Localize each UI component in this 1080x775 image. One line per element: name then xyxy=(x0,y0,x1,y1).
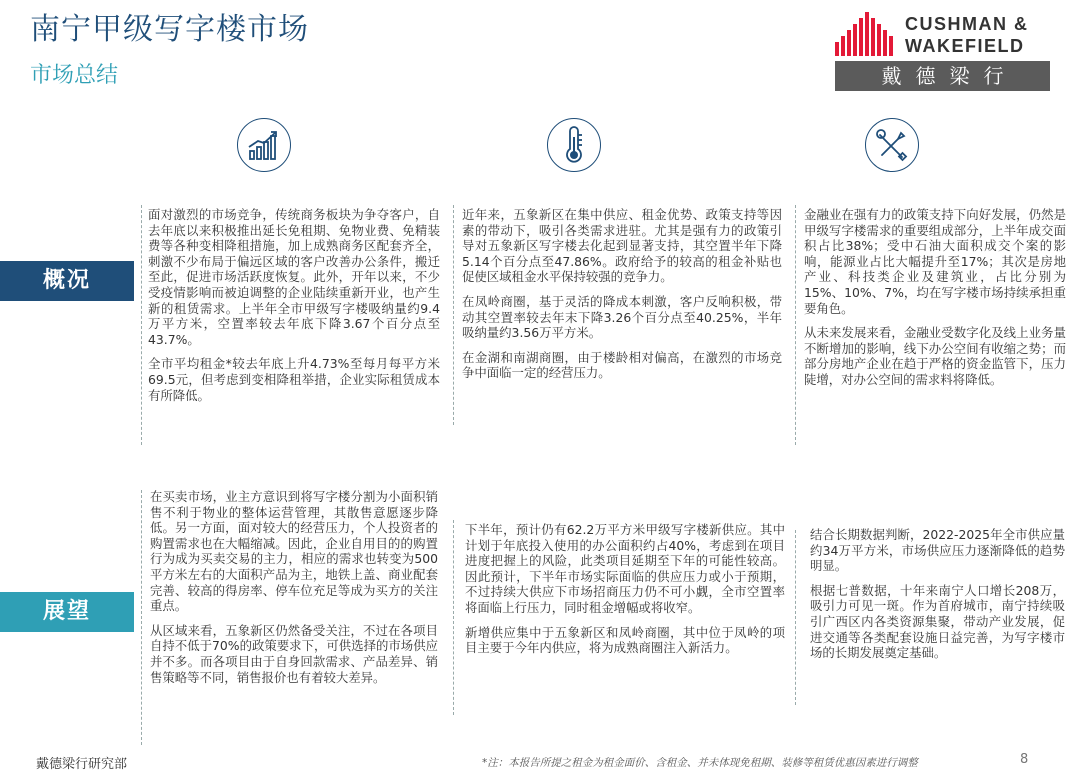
paragraph: 在凤岭商圈，基于灵活的降成本刺激，客户反响积极，带动其空置率较去年末下降3.26个百分点至40.25%，半年吸纳量约3.56万平方米。 xyxy=(462,293,782,341)
logo-cn-text: 戴德梁行 xyxy=(835,61,1050,91)
paragraph: 从未来发展来看，金融业受数字化及线上业务量不断增加的影响，线下办公空间有收缩之势；而部分房地产企业在趋于严格的资金监管下，压力陡增，对办公空间的需求料将降低。 xyxy=(804,325,1066,387)
footer-source: 戴德梁行研究部 xyxy=(36,757,128,772)
outlook-column-2 xyxy=(465,522,785,665)
outlook-column-1 xyxy=(150,489,438,694)
paragraph: 全市平均租金*较去年底上升4.73%至每月每平方米69.5元，但考虑到变相降租举措，企业实际租赁成本有所降低。 xyxy=(148,356,440,403)
page-subtitle: 市场总结 xyxy=(30,63,119,88)
logo-text-line1: CUSHMAN & xyxy=(905,14,1029,34)
footer-note: *注：本报告所提之租金为租金面价、含租金、并未体现免租期、装修等租赁优惠因素进行调整 xyxy=(482,757,918,769)
paragraph: 下半年，预计仍有62.2万平方米甲级写字楼新供应。其中计划于年底投入使用的办公面积约占40%，考虑到在项目进度把握上的风险，此类项目延期至下年的可能性较高。因此预计，下半年市场实际面临的供应压力或小于预期，不过持续大供应下市场招商压力仍不可小觑，全市空置率将面临上行压力，同时租金增幅或将收窄。 xyxy=(465,522,785,615)
paragraph: 结合长期数据判断，2022-2025年全市供应量约34万平方米，市场供应压力逐渐降低的趋势明显。 xyxy=(810,527,1065,574)
paragraph: 新增供应集中于五象新区和凤岭商圈，其中位于凤岭的项目主要于今年内供应，将为成熟商圈注入新活力。 xyxy=(465,624,785,656)
overview-column-2 xyxy=(462,207,782,390)
overview-column-1 xyxy=(148,207,440,412)
divider-line xyxy=(453,205,454,425)
logo-text-line2: WAKEFIELD xyxy=(905,36,1025,56)
company-logo xyxy=(835,8,1050,88)
section-label-overview: 概况 xyxy=(0,261,134,301)
divider-line xyxy=(141,205,142,445)
divider-line xyxy=(795,530,796,705)
paragraph: 从区域来看，五象新区仍然备受关注，不过在各项目自持不低于70%的政策要求下，可供选择的市场供应并不多。而各项目由于自身回款需求、产品差异、销售策略等不同，销售报价也有着较大差异。 xyxy=(150,622,438,685)
paragraph: 金融业在强有力的政策支持下向好发展，仍然是甲级写字楼需求的重要组成部分，上半年成交面积占比38%；受中石油大面积成交个案的影响，能源业占比大幅提升至17%；其次是房地产业、科技类企业及建筑业，占比分别为15%、10%、7%，均在写字楼市场持续承担重要角色。 xyxy=(804,207,1066,316)
paragraph: 近年来，五象新区在集中供应、租金优势、政策支持等因素的带动下，吸引各类需求进驻。尤其是强有力的政策引导对五象新区写字楼去化起到显著支持，其空置半年下降5.14个百分点至47.86%。政府给予的较高的租金补贴也促使区域租金水平保持较强的竞争力。 xyxy=(462,207,782,285)
paragraph: 在金湖和南湖商圈，由于楼龄相对偏高，在激烈的市场竞争中面临一定的经营压力。 xyxy=(462,349,782,381)
logo-bars-icon xyxy=(835,12,897,56)
divider-line xyxy=(453,520,454,715)
page-title: 南宁甲级写字楼市场 xyxy=(30,12,309,47)
outlook-column-3 xyxy=(810,527,1065,670)
section-label-outlook: 展望 xyxy=(0,592,134,632)
page-number: 8 xyxy=(1020,752,1029,767)
overview-column-3 xyxy=(804,207,1066,397)
paragraph: 根据七普数据，十年来南宁人口增长208万，吸引力可见一斑。作为首府城市，南宁持续吸引广西区内各类资源集聚，带动产业发展，促进交通等各类配套设施日益完善，为写字楼市场的长期发展奠定基础。 xyxy=(810,582,1065,661)
growth-chart-icon xyxy=(237,118,291,172)
paragraph: 面对激烈的市场竞争，传统商务板块为争夺客户，自去年底以来积极推出延长免租期、免物业费、免精装费等各种变相降租措施，加上成熟商务区配套齐全，刺激不少布局于偏远区域的客户改善办公条件，搬迁至此，促进市场活跃度恢复。此外，开年以来，不少受疫情影响而被迫调整的企业陆续重新开业，也产生新的租赁需求。上半年全市甲级写字楼吸纳量约9.4万平方米，空置率较去年底下降3.67个百分点至43.7%。 xyxy=(148,207,440,347)
thermometer-icon xyxy=(547,118,601,172)
divider-line xyxy=(141,490,142,745)
divider-line xyxy=(795,205,796,445)
paragraph: 在买卖市场，业主方意识到将写字楼分割为小面积销售不利于物业的整体运营管理，其散售意愿逐步降低。另一方面，面对较大的经营压力，个人投资者的购置需求也在大幅缩减。因此，企业自用目的的购置行为成为买卖交易的主力，相应的需求也转变为500平方米左右的大面积产品为主，地铁上盖、商业配套完善、较高的得房率、停车位充足等成为买方的关注重点。 xyxy=(150,489,438,614)
wrench-screwdriver-icon xyxy=(865,118,919,172)
